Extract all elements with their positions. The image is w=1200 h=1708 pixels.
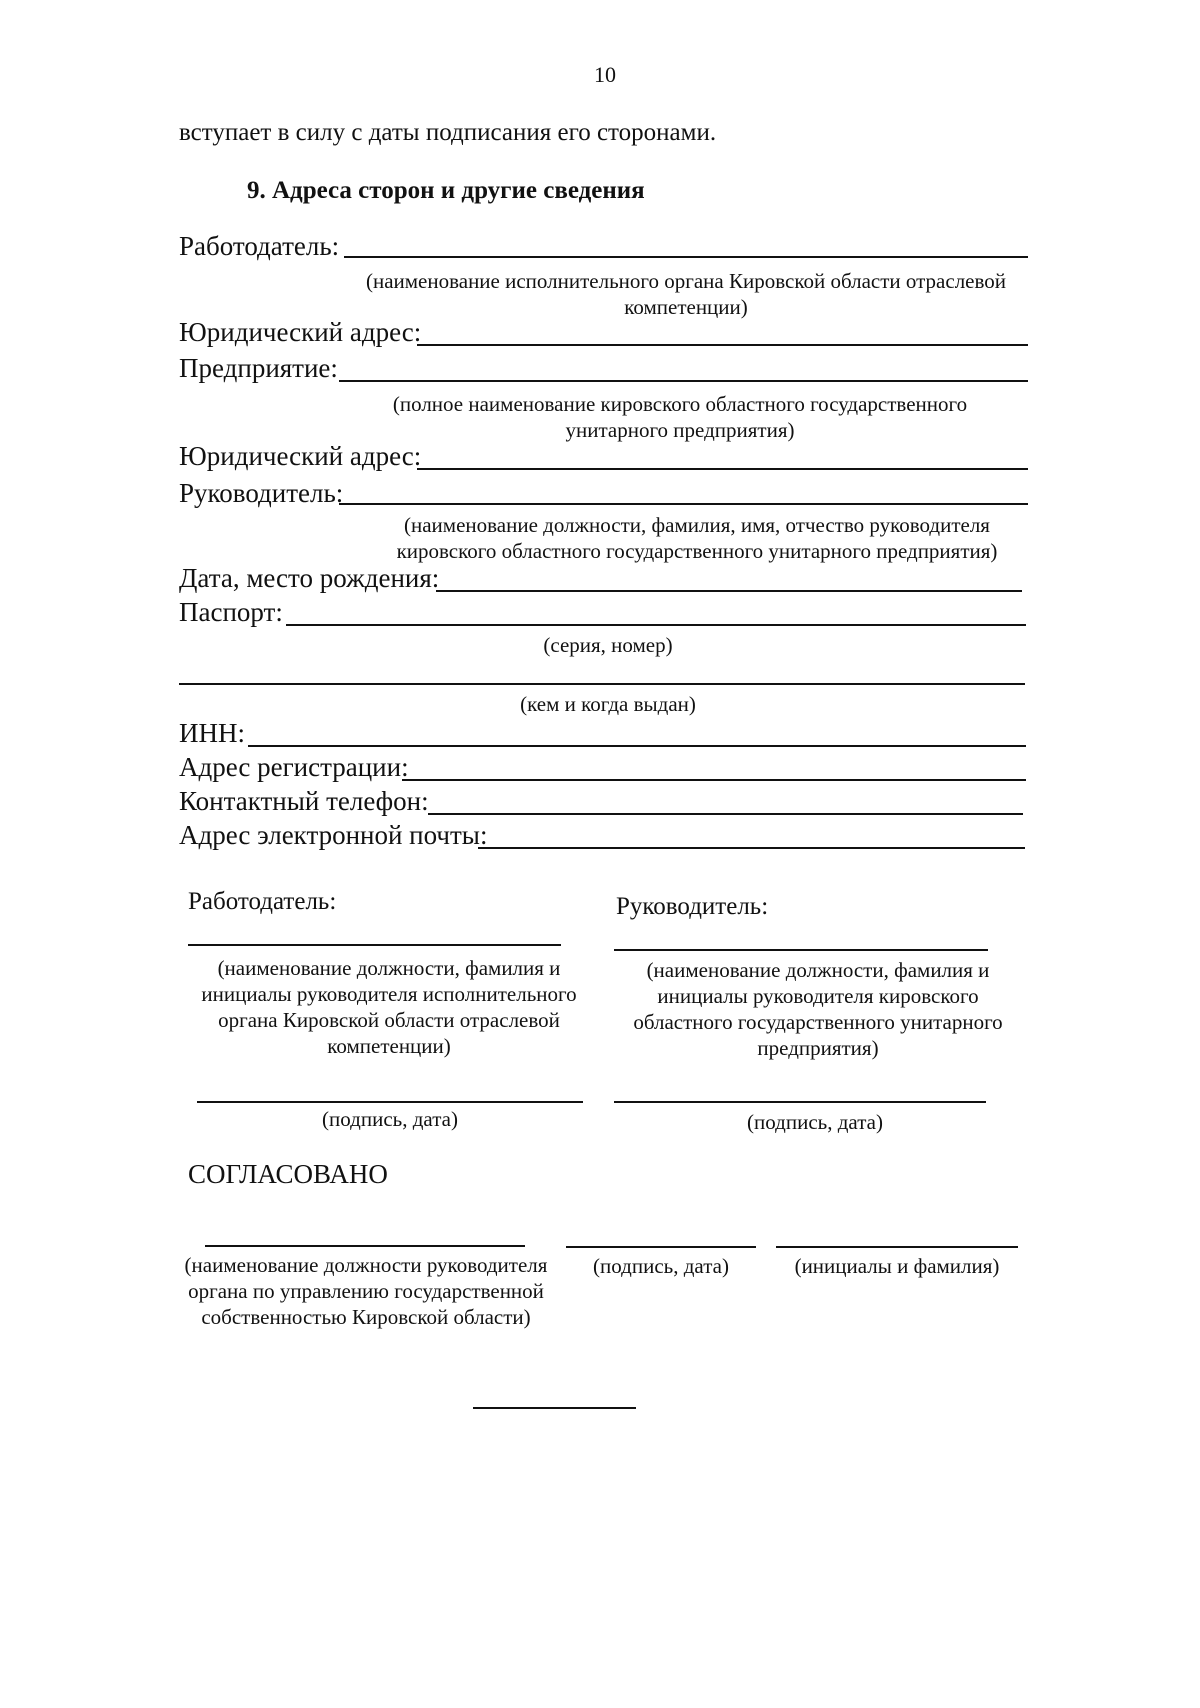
employer-caption: (наименование исполнительного органа Кировской области отраслевой компетенции) (365, 269, 1007, 319)
issued-caption: (кем и когда выдан) (520, 692, 696, 716)
registration-field-line[interactable] (402, 779, 1026, 781)
employer-legal-address-label: Юридический адрес: (179, 317, 422, 347)
passport-caption: (серия, номер) (543, 633, 673, 657)
director-signature-caption: (наименование должности, фамилия и инициалы руководителя кировского областного государственного унитарного предприятия) (633, 958, 1003, 1060)
agreed-title: СОГЛАСОВАНО (188, 1159, 388, 1189)
enterprise-label: Предприятие: (179, 353, 338, 383)
employer-legal-address-line[interactable] (417, 344, 1028, 346)
agreed-name-caption: (инициалы и фамилия) (794, 1254, 1000, 1278)
director-signature-line[interactable] (614, 1101, 986, 1103)
birth-label: Дата, место рождения: (179, 563, 440, 593)
enterprise-caption: (полное наименование кировского областного государственного унитарного предприятия) (392, 392, 968, 442)
end-divider (473, 1407, 636, 1409)
director-sign-caption: (подпись, дата) (747, 1110, 883, 1134)
enterprise-legal-address-label: Юридический адрес: (179, 441, 422, 471)
director-field-line[interactable] (339, 503, 1028, 505)
employer-signature-title: Работодатель: (188, 888, 337, 915)
phone-field-line[interactable] (428, 813, 1023, 815)
employer-signature-caption: (наименование должности, фамилия и инициалы руководителя исполнительного органа Кировской области отраслевой компетенции) (201, 956, 577, 1058)
email-label: Адрес электронной почты: (179, 820, 488, 850)
employer-signature-line[interactable] (197, 1101, 583, 1103)
registration-label: Адрес регистрации: (179, 752, 409, 782)
email-field-line[interactable] (478, 847, 1025, 849)
enterprise-field-line[interactable] (339, 380, 1028, 382)
section-heading: 9. Адреса сторон и другие сведения (247, 177, 645, 204)
agreed-name-line[interactable] (776, 1246, 1018, 1248)
inn-field-line[interactable] (248, 745, 1026, 747)
employer-label: Работодатель: (179, 231, 340, 261)
page-number: 10 (594, 62, 616, 87)
passport-issued-line[interactable] (179, 683, 1025, 685)
agreed-sign-caption: (подпись, дата) (593, 1254, 729, 1278)
phone-label: Контактный телефон: (179, 786, 429, 816)
passport-label: Паспорт: (179, 597, 283, 627)
director-caption: (наименование должности, фамилия, имя, отчество руководителя кировского областного государственного унитарного предприятия) (396, 513, 998, 563)
passport-field-line[interactable] (286, 624, 1026, 626)
intro-text: вступает в силу с даты подписания его сторонами. (179, 119, 717, 146)
enterprise-legal-address-line[interactable] (417, 468, 1028, 470)
agreed-position-caption: (наименование должности руководителя органа по управлению государственной собственностью Кировской области) (184, 1253, 548, 1329)
director-signature-title: Руководитель: (616, 893, 769, 920)
agreed-signature-line[interactable] (566, 1246, 756, 1248)
birth-field-line[interactable] (436, 590, 1022, 592)
employer-sign-caption: (подпись, дата) (322, 1107, 458, 1131)
agreed-position-line[interactable] (205, 1245, 525, 1247)
director-label: Руководитель: (179, 478, 344, 508)
employer-position-line[interactable] (188, 944, 561, 946)
employer-field-line[interactable] (344, 256, 1028, 258)
inn-label: ИНН: (179, 718, 245, 748)
director-position-line[interactable] (614, 949, 988, 951)
